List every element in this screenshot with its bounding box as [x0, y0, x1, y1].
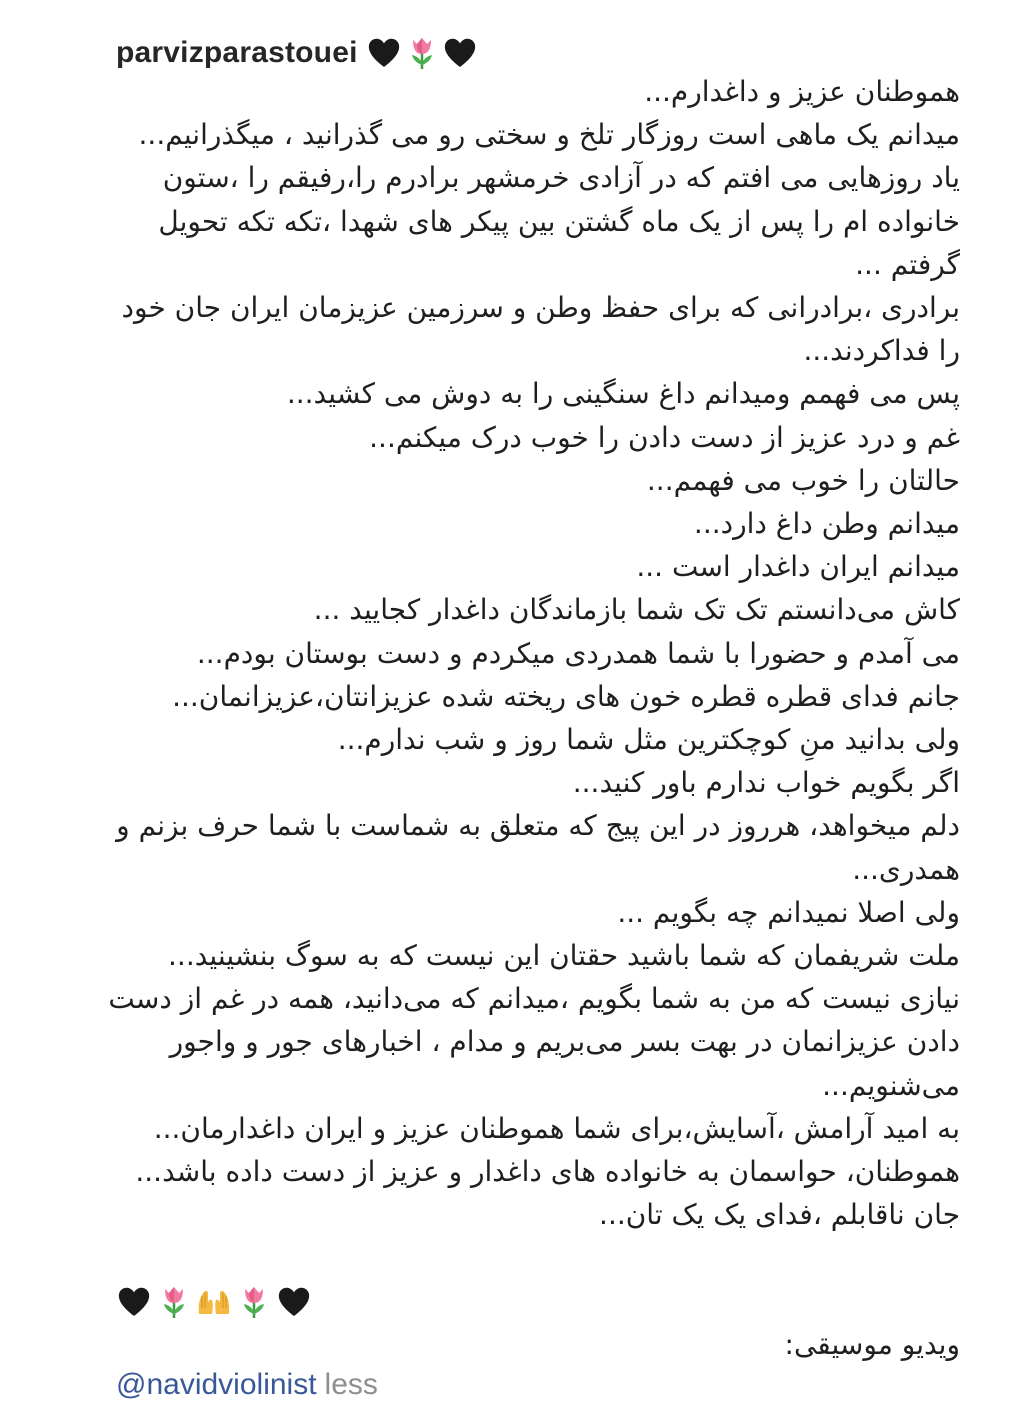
caption-line: نیازی نیست که من به شما بگویم ،میدانم که می‌دانید، همه در غم از دست دادن عزیزانمان در بهت بسر می‌بریم و مدام ، اخبارهای جور و واجور می‌شنویم... — [108, 982, 960, 1102]
caption-line: کاش می‌دانستم تک تک شما بازماندگان داغدار کجایید ... — [313, 593, 960, 627]
palms-up-icon — [196, 1284, 232, 1320]
caption-line: هموطنان عزیز و داغدارم... — [644, 75, 960, 108]
mention-row — [116, 1368, 378, 1402]
caption-line: حالتان را خوب می فهمم... — [646, 463, 960, 497]
black-heart-icon — [276, 1284, 312, 1320]
black-heart-icon — [116, 1284, 152, 1320]
caption-line: ملت شریفمان که شما باشید حقتان این نیست که به سوگ بنشینید... — [168, 939, 960, 973]
mention-link[interactable]: @navidviolinist — [116, 1368, 317, 1401]
caption-line: جان ناقابلم ،فدای یک یک تان... — [599, 1198, 960, 1232]
post-caption — [108, 70, 960, 1236]
caption-line: ولی اصلا نمیدانم چه بگویم ... — [617, 895, 960, 929]
black-heart-icon — [442, 35, 478, 71]
caption-line: یاد روزهایی می افتم که در آزادی خرمشهر برادرم را،رفیقم را ،ستون خانواده ام را پس از یک ماه گشتن بین پیکر های شهدا ،تکه تکه تحویل گرفتم ... — [158, 161, 960, 281]
header-emojis — [366, 35, 478, 71]
tulip-icon — [236, 1284, 272, 1320]
caption-line: اگر بگویم خواب ندارم باور کنید... — [572, 766, 960, 800]
music-credit-label: ویدیو موسیقی: — [784, 1328, 960, 1361]
caption-line: پس می فهمم ومیدانم داغ سنگینی را به دوش می کشید... — [286, 377, 960, 411]
caption-line: ولی بدانید منِ کوچکترین مثل شما روز و شب ندارم... — [337, 723, 960, 757]
caption-line: میدانم وطن داغ دارد... — [693, 507, 960, 541]
caption-line: غم و درد عزیز از دست دادن را خوب درک میکنم... — [369, 420, 960, 454]
caption-line: جانم فدای قطره قطره خون های ریخته شده عزیزانتان،عزیزانمان... — [172, 679, 960, 713]
caption-line: برادری ،برادرانی که برای حفظ وطن و سرزمین عزیزمان ایران جان خود را فداکردند... — [121, 291, 960, 368]
caption-line: میدانم ایران داغدار است ... — [636, 550, 960, 584]
black-heart-icon — [366, 35, 402, 71]
caption-line: می آمدم و حضورا با شما همدردی میکردم و دست بوستان بودم... — [196, 636, 960, 670]
caption-line: به امید آرامش ،آسایش،برای شما هموطنان عزیز و ایران داغدارمان... — [153, 1111, 960, 1145]
username[interactable]: parvizparastouei — [116, 36, 358, 69]
caption-line: میدانم یک ماهی است روزگار تلخ و سختی رو می گذرانید ، میگذرانیم... — [138, 118, 960, 152]
less-button[interactable]: less — [324, 1368, 378, 1401]
caption-line: هموطنان، حواسمان به خانواده های داغدار و عزیز از دست داده باشد... — [135, 1155, 960, 1189]
tulip-icon — [156, 1284, 192, 1320]
footer-emojis — [116, 1284, 312, 1320]
tulip-icon — [404, 35, 440, 71]
caption-line: دلم میخواهد، هرروز در این پیج که متعلق به شماست با شما حرف بزنم و همدری... — [116, 809, 960, 886]
